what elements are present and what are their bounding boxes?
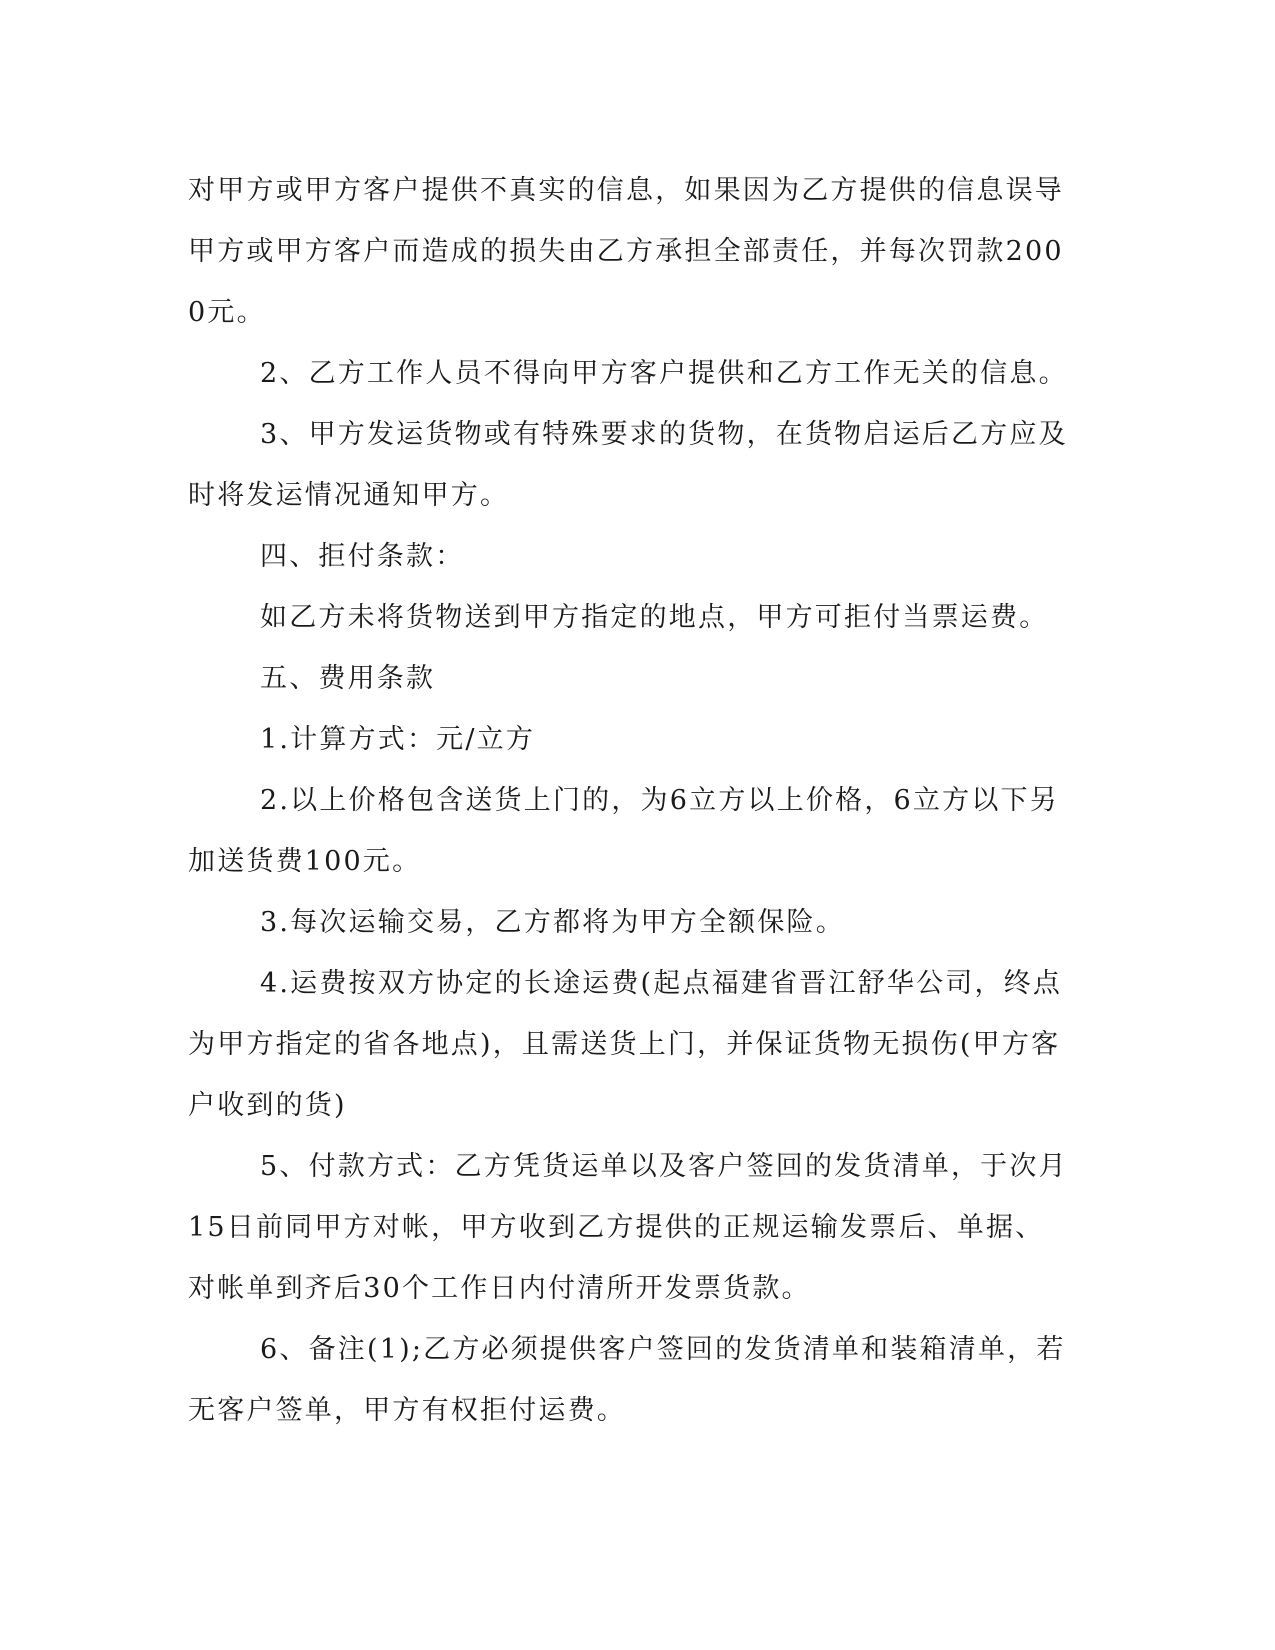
paragraph-remarks: 6、备注(1);乙方必须提供客户签回的发货清单和装箱清单，若无客户签单，甲方有权拒付运费。 — [188, 1334, 1066, 1426]
paragraph-clause-3: 3、甲方发运货物或有特殊要求的货物，在货物启运后乙方应及时将发运情况通知甲方。 — [188, 419, 1068, 511]
paragraph-clause-2: 2、乙方工作人员不得向甲方客户提供和乙方工作无关的信息。 — [260, 358, 1068, 389]
paragraph-fee-4: 4.运费按双方协定的长途运费(起点福建省晋江舒华公司，终点为甲方指定的省各地点)，且需送货上门，并保证货物无损伤(甲方客户收到的货) — [188, 968, 1063, 1121]
paragraph-fee-3: 3.每次运输交易，乙方都将为甲方全额保险。 — [260, 907, 845, 938]
section-heading-refusal-terms: 四、拒付条款： — [260, 541, 465, 572]
paragraph-payment-method: 5、付款方式：乙方凭货运单以及客户签回的发货清单，于次月15日前同甲方对帐，甲方收到乙方提供的正规运输发票后、单据、对帐单到齐后30个工作日内付清所开发票货款。 — [188, 1151, 1068, 1304]
section-heading-fee-terms: 五、费用条款 — [260, 663, 436, 694]
paragraph-refusal-condition: 如乙方未将货物送到甲方指定的地点，甲方可拒付当票运费。 — [260, 602, 1049, 633]
paragraph-fee-2: 2.以上价格包含送货上门的，为6立方以上价格，6立方以下另加送货费100元。 — [188, 785, 1059, 877]
document-body — [188, 160, 1073, 1441]
paragraph-false-info-penalty: 对甲方或甲方客户提供不真实的信息，如果因为乙方提供的信息误导甲方或甲方客户而造成的损失由乙方承担全部责任，并每次罚款2000元。 — [188, 175, 1064, 328]
paragraph-fee-1: 1.计算方式：元/立方 — [260, 724, 536, 755]
